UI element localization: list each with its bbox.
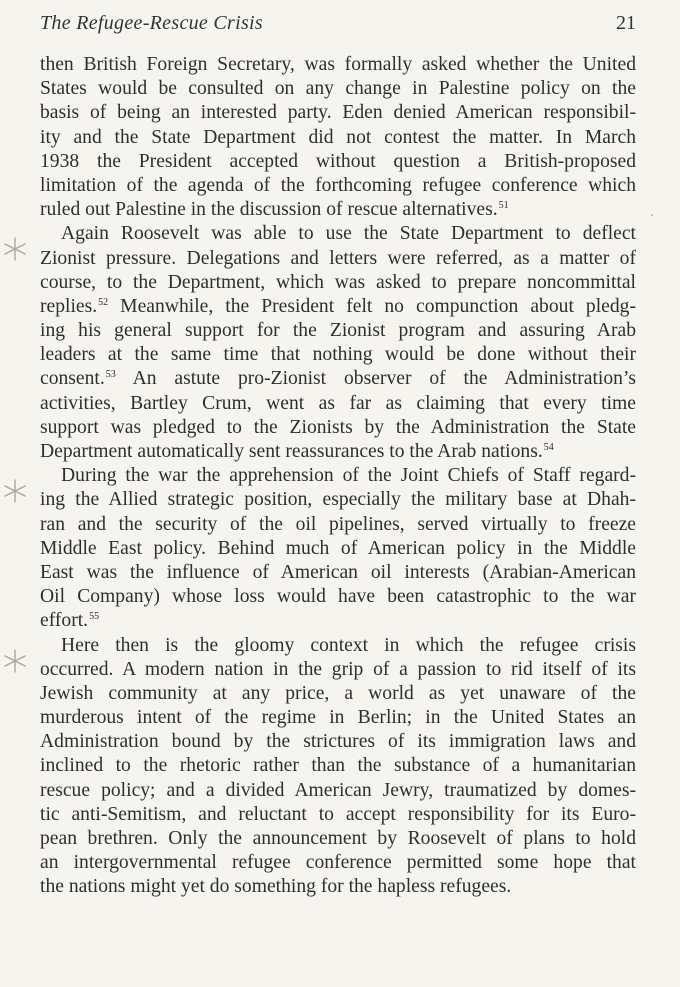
text-line [40, 367, 636, 391]
footnote-ref[interactable]: 51 [498, 200, 509, 212]
text-line: 1938 the President accepted without question a British-proposed [40, 150, 636, 172]
footnote-ref[interactable]: 55 [89, 611, 100, 623]
text-line: rescue policy; and a divided American Jewry, traumatized by domes- [40, 779, 636, 801]
text-line: States would be consulted on any change in Palestine policy on the [40, 78, 636, 100]
paper-speck [651, 214, 653, 216]
text-run: consent. [40, 368, 105, 390]
text-line: then British Foreign Secretary, was formally asked whether the United [40, 54, 636, 75]
text-line: activities, Bartley Crum, went as far as claiming that every time [40, 392, 636, 414]
text-run: effort. [40, 610, 89, 632]
text-line: pean brethren. Only the announcement by Roosevelt of plans to hold [40, 828, 636, 849]
asterisk-margin-mark-icon [2, 236, 28, 262]
text-line: Jewish community at any price, a world as yet unaware of the [40, 682, 636, 704]
text-line: occurred. A modern nation in the grip of a passion to rid itself of its [40, 658, 636, 680]
asterisk-margin-mark-icon [2, 648, 28, 674]
text-line: the nations might yet do something for the hapless refugees. [40, 876, 512, 898]
text-run: An astute pro-Zionist observer of the Administration’s [115, 368, 636, 390]
footnote-ref[interactable]: 53 [105, 369, 116, 381]
text-run: replies. [40, 295, 98, 317]
text-line: ing his general support for the Zionist program and assuring Arab [40, 320, 636, 342]
text-line: Here then is the gloomy context in which the refugee crisis [61, 634, 636, 656]
text-line: Administration bound by the strictures of its immigration laws and [40, 731, 636, 753]
text-line: ran and the security of the oil pipelines, served virtually to freeze [40, 513, 636, 535]
text-line [40, 295, 636, 319]
text-line: support was pledged to the Zionists by the Administration the State [40, 416, 636, 438]
text-line: East was the influence of American oil interests (Arabian-American [40, 561, 636, 583]
text-line: Middle East policy. Behind much of American policy in the Middle [40, 537, 636, 559]
text-run: ruled out Palestine in the discussion of rescue alternatives. [40, 199, 498, 221]
footnote-ref[interactable]: 54 [543, 442, 554, 453]
running-head [40, 12, 636, 40]
footnote-ref[interactable]: 52 [98, 296, 109, 308]
paragraph [40, 222, 636, 464]
asterisk-margin-mark-icon [2, 478, 28, 504]
paragraph [40, 634, 636, 900]
paragraph [40, 53, 636, 222]
text-line: Oil Company) whose loss would have been catastrophic to the war [40, 586, 636, 608]
paragraph [40, 464, 636, 633]
running-title: The Refugee-Rescue Crisis [40, 12, 263, 34]
text-line: murderous intent of the regime in Berlin; in the United States an [40, 707, 636, 729]
text-line: basis of being an interested party. Eden denied American responsibil- [40, 102, 636, 124]
text-run: Department automatically sent reassurances to the Arab nations. [40, 441, 543, 462]
text-line: ing the Allied strategic position, especially the military base at Dhah- [40, 489, 636, 511]
text-line [40, 198, 636, 222]
body-text [40, 53, 636, 900]
text-line: Zionist pressure. Delegations and letters were referred, as a matter of [40, 247, 636, 269]
text-line: course, to the Department, which was asked to prepare noncommittal [40, 271, 636, 293]
text-line [40, 440, 636, 464]
text-line: leaders at the same time that nothing would be done without their [40, 344, 636, 366]
page-number: 21 [616, 12, 636, 34]
text-line: tic anti-Semitism, and reluctant to accept responsibility for its Euro- [40, 803, 636, 825]
text-line: inclined to the rhetoric rather than the substance of a humanitarian [40, 755, 636, 777]
text-run: Meanwhile, the President felt no compunction about pledg- [108, 295, 636, 317]
text-line: ity and the State Department did not contest the matter. In March [40, 126, 636, 148]
text-line [40, 609, 636, 633]
text-line: During the war the apprehension of the Joint Chiefs of Staff regard- [61, 465, 636, 487]
text-line: an intergovernmental refugee conference permitted some hope that [40, 852, 636, 874]
text-line: limitation of the agenda of the forthcoming refugee conference which [40, 174, 636, 196]
text-line: Again Roosevelt was able to use the State Department to deflect [61, 223, 636, 245]
